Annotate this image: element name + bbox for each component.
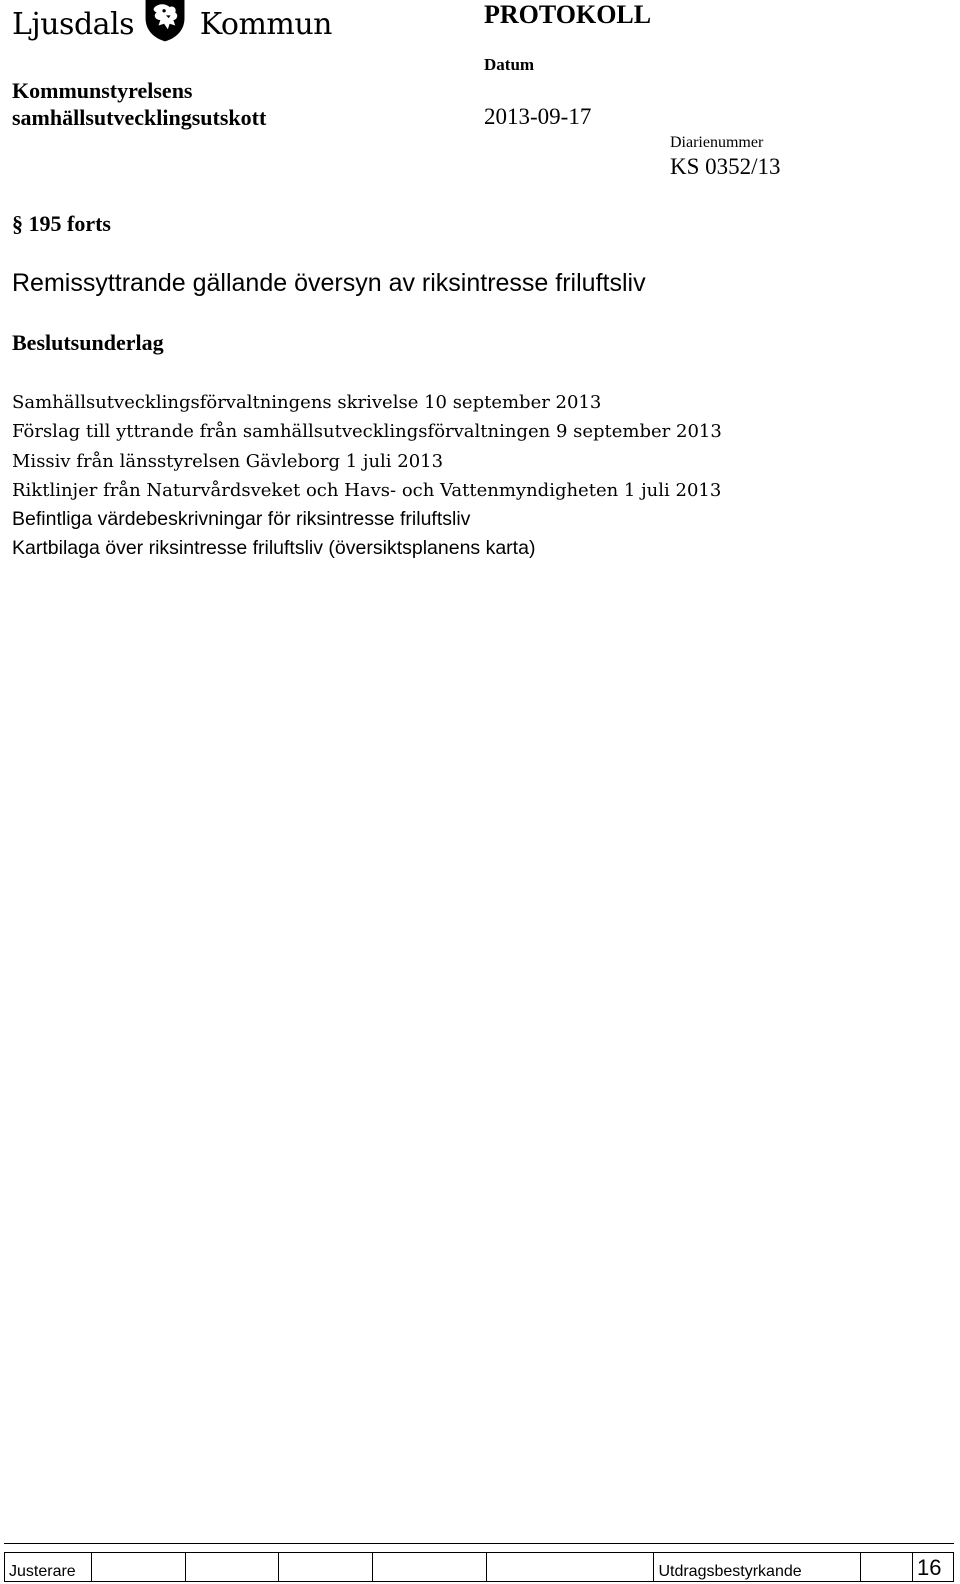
committee-name-line1: Kommunstyrelsens xyxy=(12,78,193,103)
extract-signature-box xyxy=(861,1553,912,1582)
date-label: Datum xyxy=(484,55,535,74)
list-item: Riktlinjer från Naturvårdsveket och Havs- och Vattenmyndigheten 1 juli 2013 xyxy=(12,479,722,501)
list-item: Missiv från länsstyrelsen Gävleborg 1 juli 2013 xyxy=(12,450,444,472)
list-item: Kartbilaga över riksintresse friluftsliv (översiktsplanens karta) xyxy=(12,537,536,560)
list-item: Samhällsutvecklingsförvaltningens skrivelse 10 september 2013 xyxy=(12,392,602,413)
adjuster-label: Justerare xyxy=(5,1553,92,1582)
diary-number-value: KS 0352/13 xyxy=(670,154,781,179)
adjuster-signature-box-4 xyxy=(372,1553,487,1582)
extract-certification-label: Utdragsbestyrkande xyxy=(654,1553,861,1582)
list-item: Förslag till yttrande från samhällsutvecklingsförvaltningen 9 september 2013 xyxy=(12,421,722,443)
diary-number-label: Diarienummer xyxy=(670,134,764,151)
basis-heading: Beslutsunderlag xyxy=(12,330,164,355)
page-footer xyxy=(4,1543,954,1584)
signature-table xyxy=(4,1552,954,1582)
section-symbol: § xyxy=(12,211,23,236)
adjuster-signature-box-5 xyxy=(487,1553,654,1582)
adjuster-signature-box-3 xyxy=(279,1553,373,1582)
logo-text-left: Ljusdals xyxy=(12,7,135,42)
basis-document-list xyxy=(12,388,722,564)
document-type: PROTOKOLL xyxy=(484,0,652,29)
section-heading xyxy=(12,210,111,238)
matter-title: Remissyttrande gällande översyn av riksintresse friluftsliv xyxy=(12,269,646,297)
page-number: 16 xyxy=(912,1553,953,1582)
date-value: 2013-09-17 xyxy=(484,104,592,129)
adjuster-signature-box-2 xyxy=(185,1553,279,1582)
municipality-logo xyxy=(12,2,332,44)
lion-crest-icon xyxy=(140,0,194,44)
committee-name-line2: samhällsutvecklingsutskott xyxy=(12,105,267,130)
logo-text-right: Kommun xyxy=(199,7,332,42)
list-item: Befintliga värdebeskrivningar för riksintresse friluftsliv xyxy=(12,508,471,531)
adjuster-signature-box-1 xyxy=(92,1553,186,1582)
section-number: 195 forts xyxy=(28,211,111,236)
